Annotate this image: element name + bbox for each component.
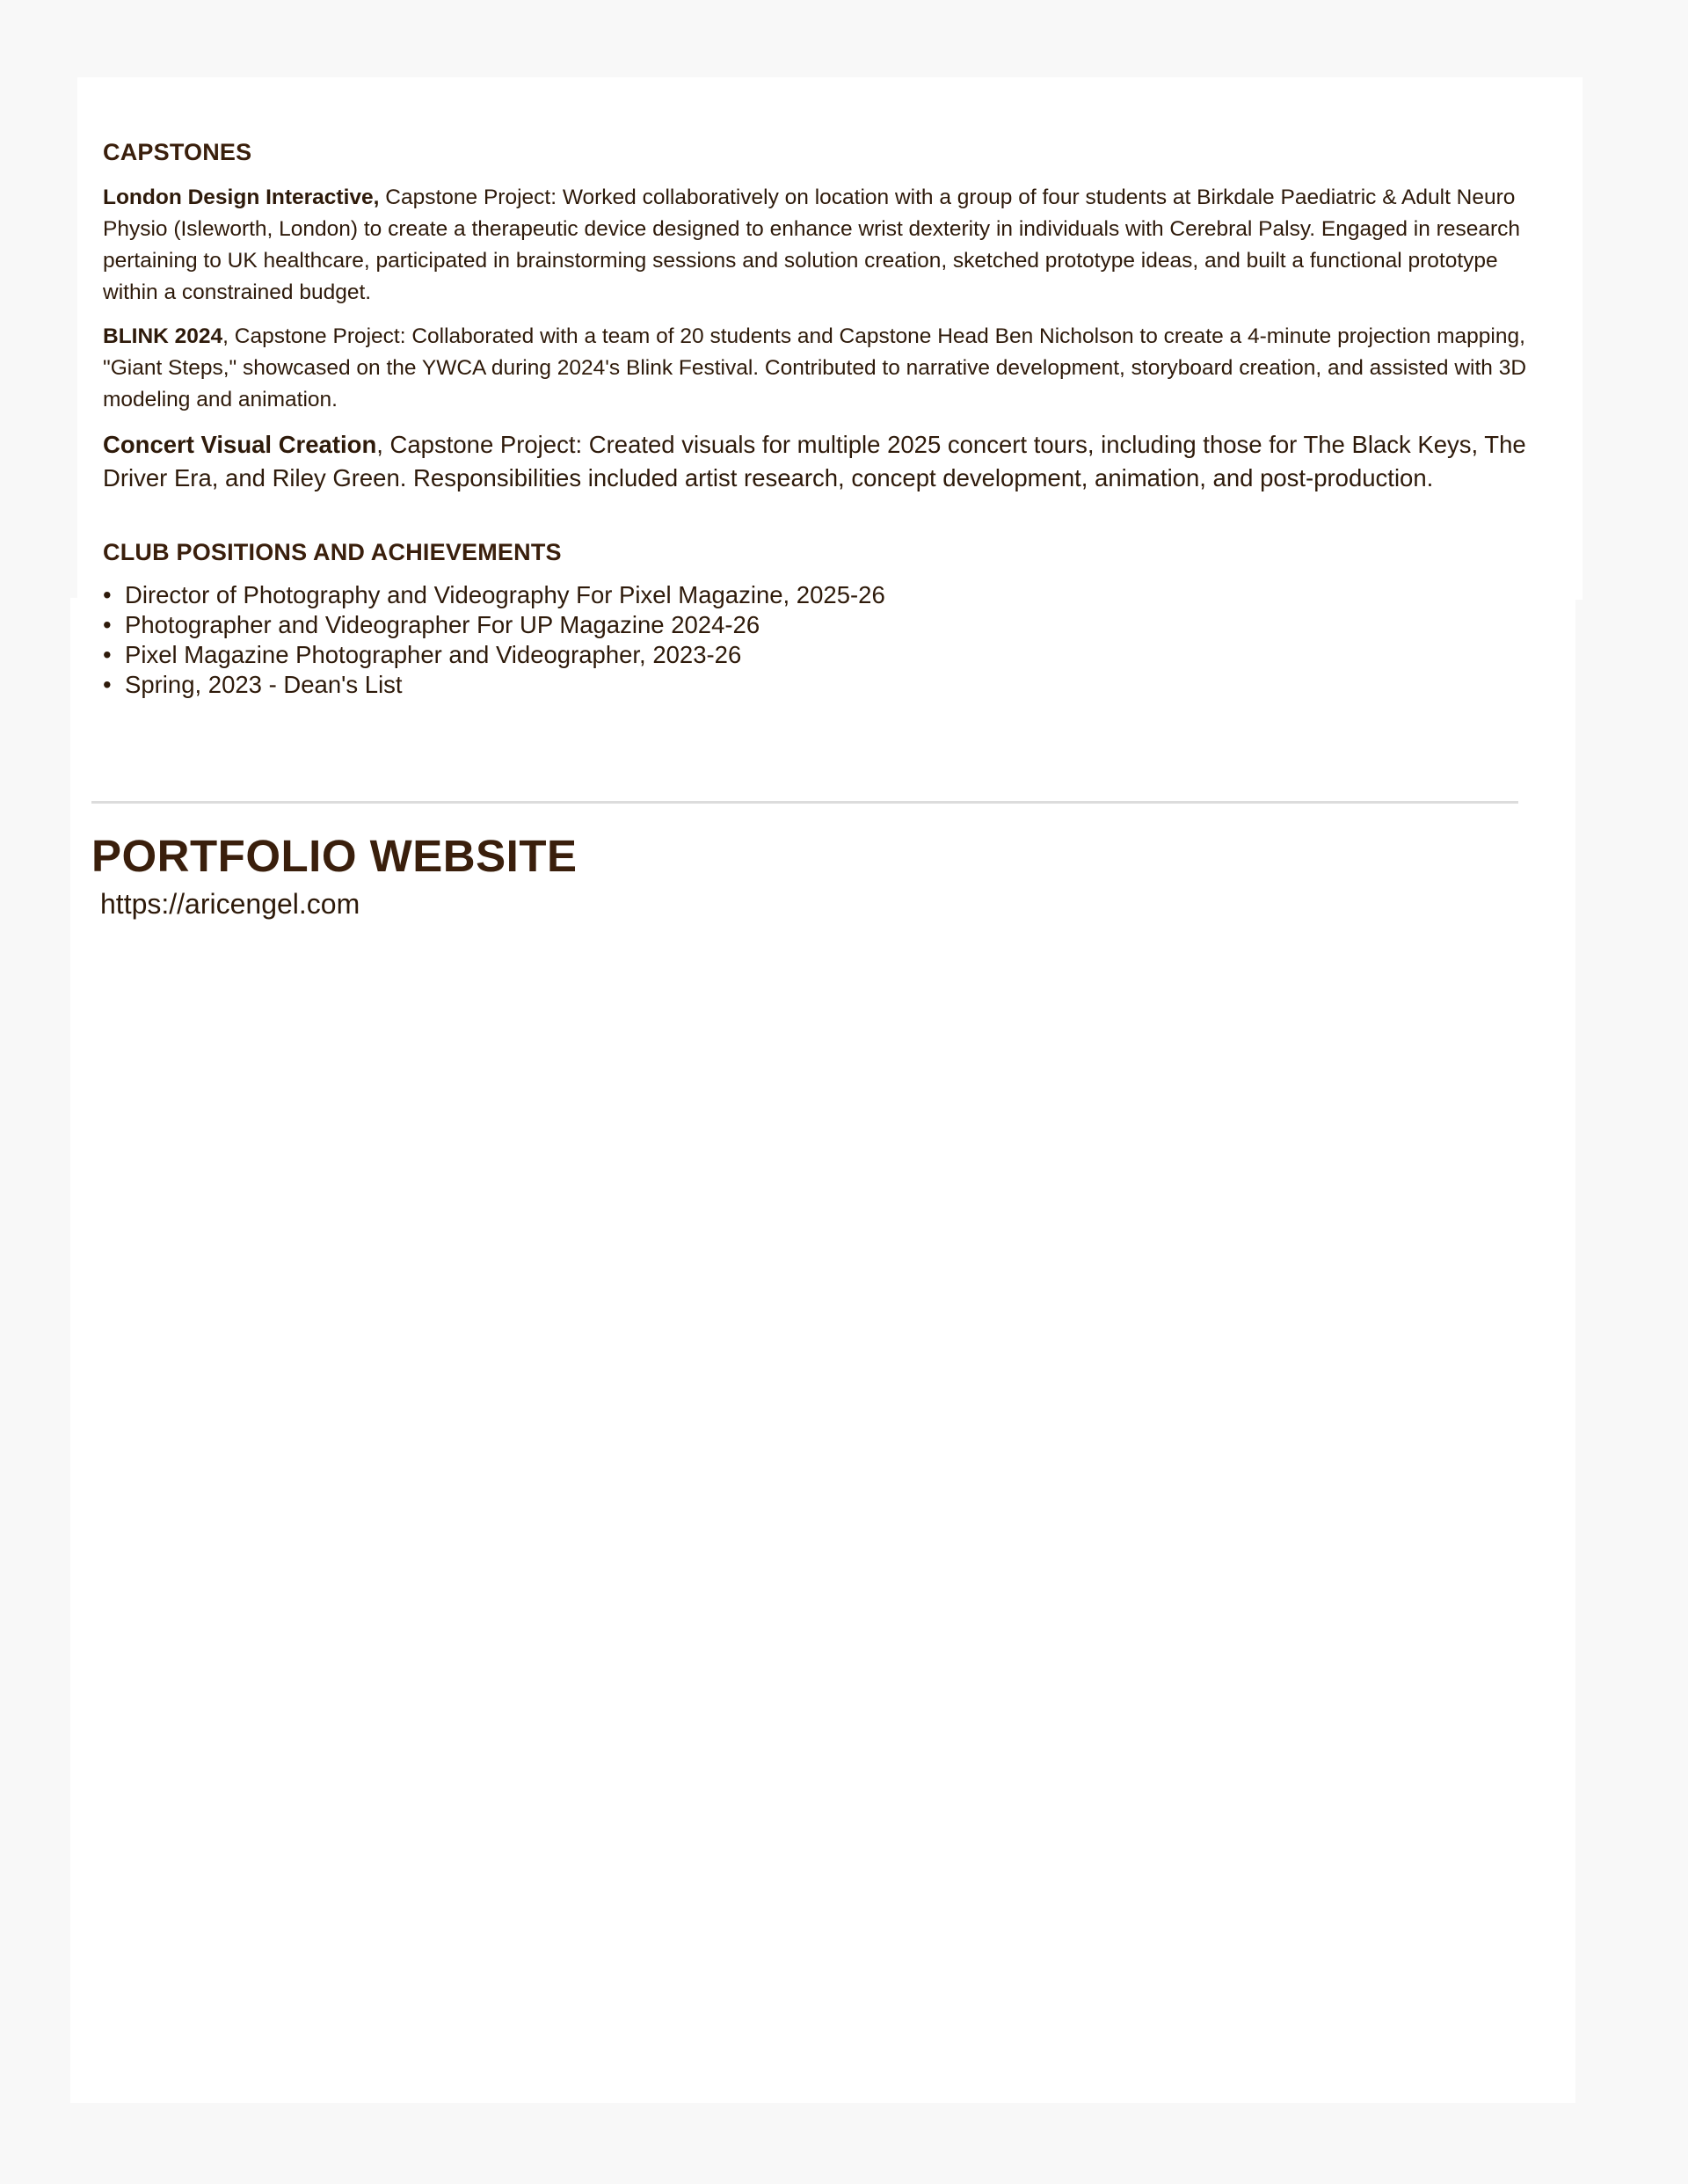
club-heading: CLUB POSITIONS AND ACHIEVEMENTS	[103, 539, 562, 565]
capstone-entry-london	[103, 182, 1527, 309]
capstone-entry-name: Concert Visual Creation	[103, 431, 377, 458]
bullet: •	[103, 641, 112, 668]
capstone-entry-text: Capstone Project: Worked collaboratively on location with a group of four students at Birkdale Paediatric & Adult Neuro Physio (Isleworth, London) to create a therapeutic device designed to enhance wrist dexterity in individuals with Cerebral Palsy. Engaged in research pertaining to UK healthcare, participated in brainstorming sessions and solution creation, sketched prototype ideas, and built a functional prototype within a constrained budget.	[103, 186, 1520, 304]
resume-page-bottom	[70, 598, 1575, 2103]
capstone-entry-text: , Capstone Project: Collaborated with a team of 20 students and Capstone Head Ben Nicholson to create a 4-minute projection mapping, "Giant Steps," showcased on the YWCA during 2024's Blink Festival. Contributed to narrative development, storyboard creation, and assisted with 3D modeling and animation.	[103, 324, 1527, 411]
portfolio-heading: PORTFOLIO WEBSITE	[91, 831, 578, 881]
capstones-heading: CAPSTONES	[103, 139, 252, 165]
capstone-entry-name: London Design Interactive,	[103, 186, 380, 209]
portfolio-url-link[interactable]: https://aricengel.com	[100, 888, 360, 920]
resume-content	[103, 139, 1527, 700]
list-item: • Photographer and Videographer For UP Magazine 2024-26	[103, 611, 760, 638]
list-item: • Director of Photography and Videography For Pixel Magazine, 2025-26	[103, 581, 885, 608]
capstone-entry-text: , Capstone Project: Created visuals for multiple 2025 concert tours, including those for The Black Keys, The Driver Era, and Riley Green. Responsibilities included artist research, concept development, animation, and post-production.	[103, 431, 1526, 491]
list-item: • Pixel Magazine Photographer and Videographer, 2023-26	[103, 641, 742, 668]
bullet: •	[103, 671, 112, 698]
achievements-list	[103, 580, 1527, 700]
capstone-entry-concert	[103, 428, 1527, 495]
bullet: •	[103, 611, 112, 638]
section-divider	[91, 801, 1518, 804]
bullet: •	[103, 581, 112, 608]
list-item: • Spring, 2023 - Dean's List	[103, 671, 403, 698]
capstone-entry-name: BLINK 2024	[103, 324, 223, 348]
capstone-entry-blink	[103, 321, 1527, 416]
